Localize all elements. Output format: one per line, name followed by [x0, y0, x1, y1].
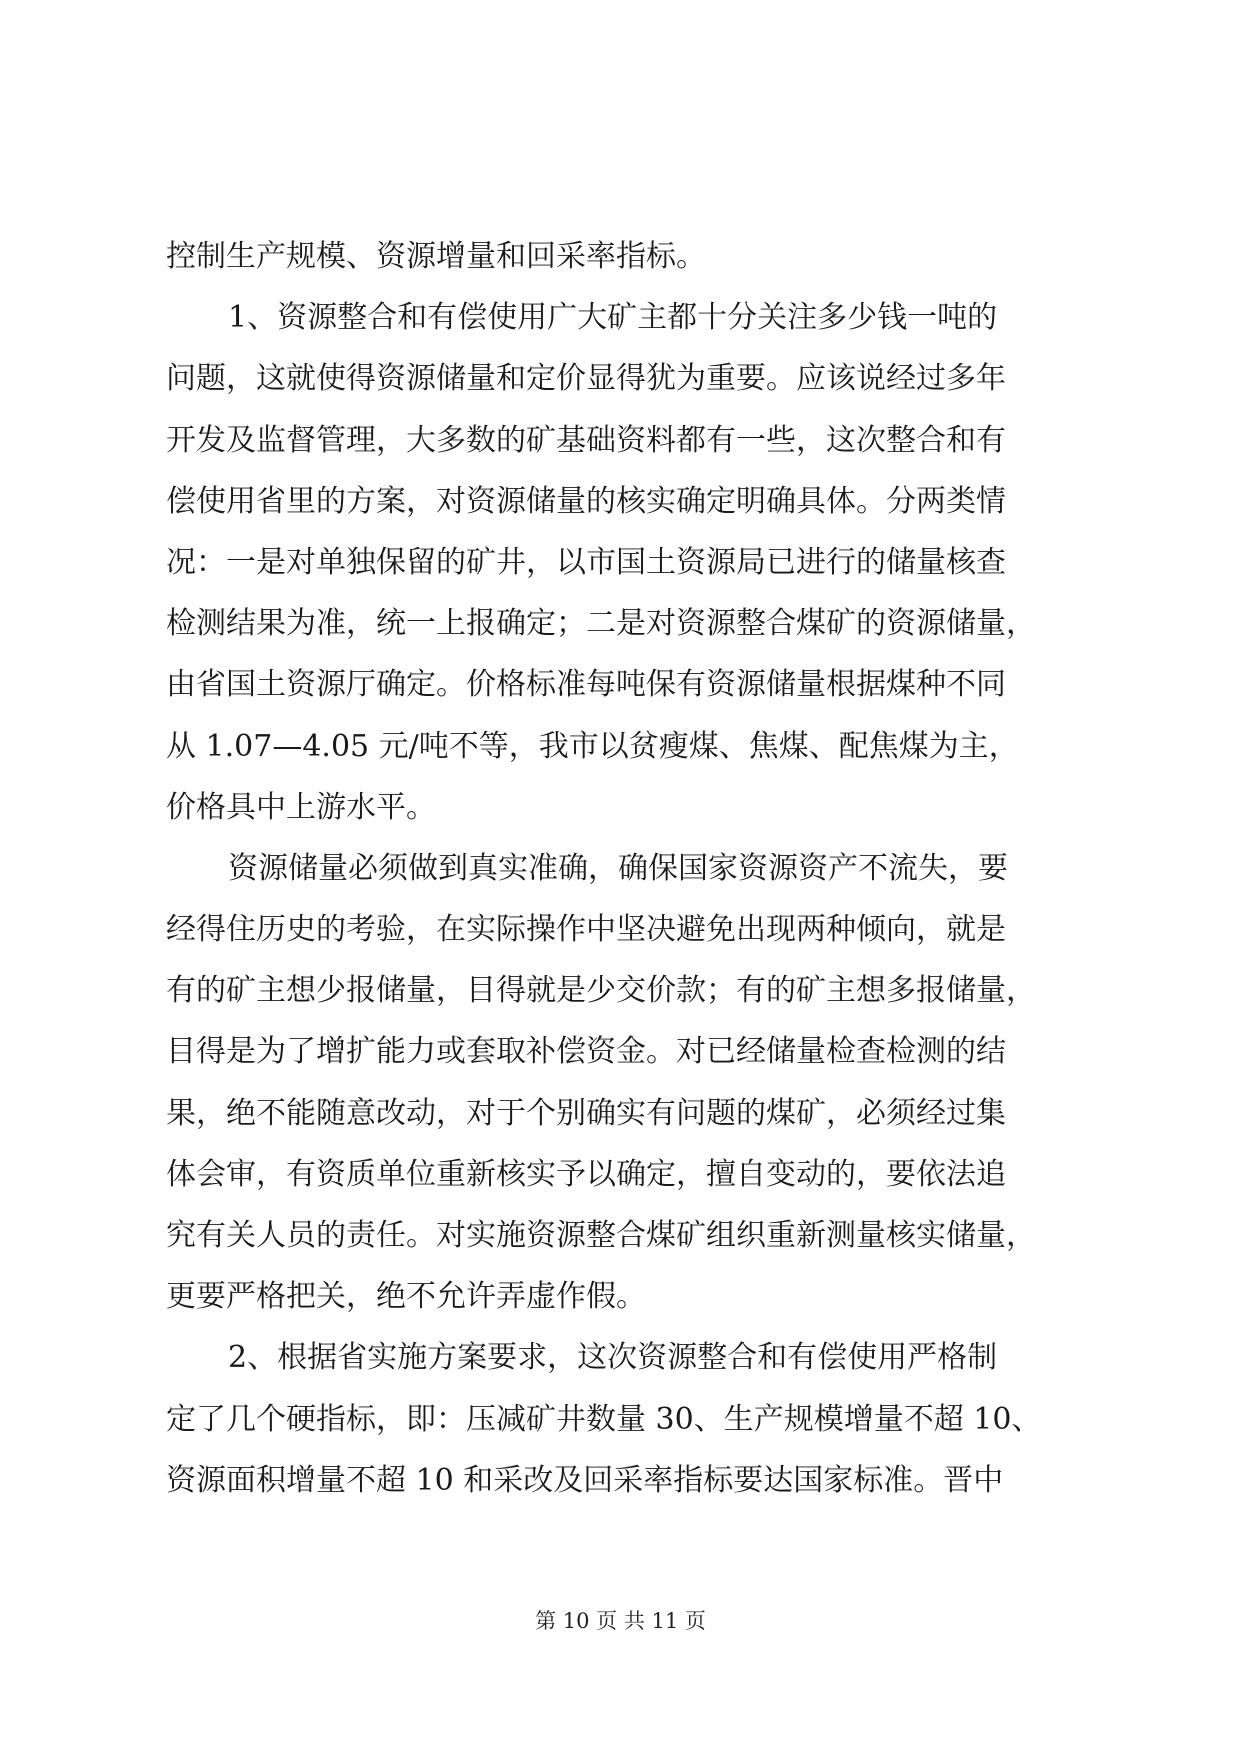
- text-line: 偿使用省里的方案，对资源储量的核实确定明确具体。分两类情: [166, 483, 1006, 519]
- text-line: 从 1.07—4.05 元/吨不等，我市以贫瘦煤、焦煤、配焦煤为主，: [166, 728, 1019, 764]
- page-number-footer: 第 10 页 共 11 页: [535, 1609, 706, 1633]
- text-line: 价格具中上游水平。: [166, 789, 436, 825]
- text-line: 有的矿主想少报储量，目得就是少交价款；有的矿主想多报储量，: [166, 973, 1036, 1009]
- text-line: 体会审，有资质单位重新核实予以确定，擅自变动的，要依法追: [166, 1156, 1006, 1192]
- text-line: 果，绝不能随意改动，对于个别确实有问题的煤矿，必须经过集: [166, 1095, 1006, 1131]
- text-line: 资源面积增量不超 10 和采改及回采率指标要达国家标准。晋中: [166, 1462, 1004, 1498]
- text-line: 况：一是对单独保留的矿井，以市国土资源局已进行的储量核查: [166, 544, 1006, 580]
- text-line: 定了几个硬指标，即：压减矿井数量 30、生产规模增量不超 10、: [166, 1401, 1042, 1437]
- text-line: 目得是为了增扩能力或套取补偿资金。对已经储量检查检测的结: [166, 1034, 1006, 1070]
- text-line: 经得住历史的考验，在实际操作中坚决避免出现两种倾向，就是: [166, 912, 1006, 948]
- text-line: 1、资源整合和有偿使用广大矿主都十分关注多少钱一吨的: [228, 300, 998, 336]
- text-line: 检测结果为准，统一上报确定；二是对资源整合煤矿的资源储量，: [166, 606, 1036, 642]
- text-line: 由省国土资源厅确定。价格标准每吨保有资源储量根据煤种不同: [166, 667, 1006, 703]
- text-line: 2、根据省实施方案要求，这次资源整合和有偿使用严格制: [228, 1340, 998, 1376]
- text-line: 究有关人员的责任。对实施资源整合煤矿组织重新测量核实储量，: [166, 1218, 1036, 1253]
- text-line: 更要严格把关，绝不允许弄虚作假。: [166, 1279, 646, 1315]
- text-line: 开发及监督管理，大多数的矿基础资料都有一些，这次整合和有: [166, 422, 1006, 458]
- document-body: [166, 226, 1079, 1511]
- text-line: 问题，这就使得资源储量和定价显得犹为重要。应该说经过多年: [166, 361, 1006, 397]
- text-line: 资源储量必须做到真实准确，确保国家资源资产不流失，要: [228, 850, 1008, 886]
- text-line: 控制生产规模、资源增量和回采率指标。: [166, 239, 706, 274]
